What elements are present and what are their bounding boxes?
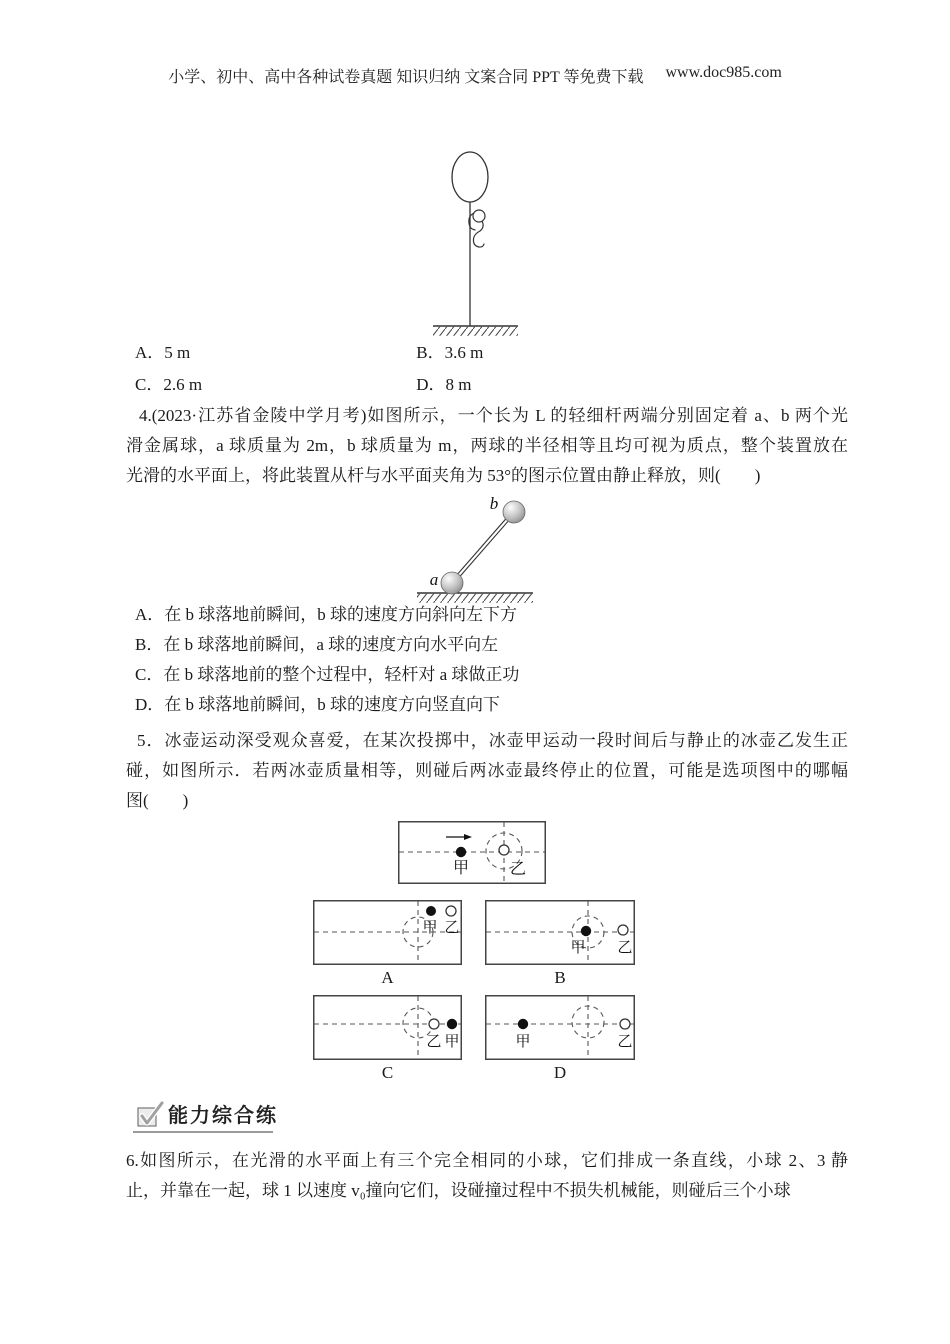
- stone-jia-dot: [447, 1019, 457, 1029]
- q6-stem: [126, 1146, 848, 1206]
- stone-jia-dot: [426, 906, 436, 916]
- rod-two-balls-figure: [400, 493, 560, 605]
- site-header-promo: 小学、初中、高中各种试卷真题 知识归纳 文案合同 PPT 等免费下载: [168, 69, 644, 86]
- stone-jia-label: 甲: [422, 920, 438, 936]
- q3-option-a: A．5 m: [135, 343, 191, 362]
- q4-option-d: D．在 b 球落地前瞬间，b 球的速度方向竖直向下: [135, 695, 501, 714]
- ball-a: [441, 572, 463, 594]
- q3-option-d: D．8 m: [416, 375, 472, 394]
- q5-stem-line2: 碰，如图所示．若两冰壶质量相等，则碰后两冰壶最终停止的位置，可能是选项图中的哪幅: [126, 761, 848, 780]
- figure-B-letter: B: [554, 968, 566, 987]
- q6-stem-line2: 止，并靠在一起，球 1 以速度 v₀撞向它们，设碰撞过程中不损失机械能，则碰后三个小球: [126, 1181, 791, 1200]
- stone-yi-circle: [620, 1019, 630, 1029]
- curling-figure-D: [485, 995, 635, 1060]
- stone-yi-label: 乙: [426, 1034, 442, 1050]
- curling-figure-B: [485, 900, 635, 965]
- ball-b-label: b: [489, 494, 499, 513]
- stone-yi-label: 乙: [444, 920, 460, 936]
- q4-stem: [126, 401, 848, 491]
- q4-option-b: B．在 b 球落地前瞬间，a 球的速度方向水平向左: [135, 635, 499, 654]
- stone-jia-dot: [581, 926, 591, 936]
- ground-hatching: [433, 327, 518, 336]
- q4-option-c: C．在 b 球落地前的整个过程中，轻杆对 a 球做正功: [135, 665, 520, 684]
- climber-person: [469, 210, 485, 247]
- figure-C-letter: C: [381, 1063, 394, 1082]
- site-header: [0, 64, 950, 87]
- balloon: [452, 152, 488, 202]
- q4-stem-line1: 4.(2023·江苏省金陵中学月考)如图所示，一个长为 L 的轻细杆两端分别固定着 a、b 两个光: [139, 406, 848, 425]
- q4-option-a: A．在 b 球落地前瞬间，b 球的速度方向斜向左下方: [135, 605, 518, 624]
- ball-a-label: a: [429, 570, 439, 589]
- q5-stem: [126, 726, 848, 816]
- stone-jia-label: 甲: [515, 1034, 531, 1050]
- stone-jia-dot: [456, 847, 466, 857]
- curling-figure-C: [313, 995, 462, 1060]
- stone-yi-label: 乙: [509, 861, 527, 878]
- figure-D-letter: D: [553, 1063, 567, 1082]
- stone-jia-label: 甲: [452, 860, 470, 877]
- curling-figure-A: [313, 900, 462, 965]
- section-title-underline: [133, 1131, 273, 1133]
- balloon-figure: [410, 140, 540, 340]
- q6-stem-line1: 6.如图所示，在光滑的水平面上有三个完全相同的小球，它们排成一条直线，小球 2、3 静: [126, 1151, 848, 1170]
- q3-option-c: C．2.6 m: [135, 375, 203, 394]
- figure-A-letter: A: [381, 968, 394, 987]
- stone-jia-label: 甲: [570, 940, 586, 956]
- q3-option-b: B．3.6 m: [416, 343, 484, 362]
- stone-yi-circle: [429, 1019, 439, 1029]
- light-rod: [451, 511, 515, 584]
- q3-options-row1: [135, 337, 755, 369]
- q4-options: [135, 600, 875, 720]
- stone-jia-dot: [518, 1019, 528, 1029]
- q3-options-row2: [135, 369, 755, 401]
- site-header-url: www.doc985.com: [665, 64, 782, 81]
- stone-yi-label: 乙: [617, 1034, 633, 1050]
- ball-b: [503, 501, 525, 523]
- stone-yi-circle: [618, 925, 628, 935]
- q5-stem-line3: 图( ): [126, 791, 189, 810]
- section-title: 能力综合练: [168, 1105, 278, 1127]
- checkbox-check-icon: [136, 1099, 164, 1129]
- curling-figure-main: [398, 821, 546, 884]
- stone-yi-label: 乙: [617, 940, 633, 956]
- q5-stem-line1: 5．冰壶运动深受观众喜爱，在某次投掷中，冰壶甲运动一段时间后与静止的冰壶乙发生正: [137, 731, 848, 750]
- velocity-arrow-head: [464, 834, 472, 840]
- stone-yi-circle: [499, 845, 509, 855]
- q4-stem-line3: 光滑的水平面上，将此装置从杆与水平面夹角为 53°的图示位置由静止释放，则( ): [126, 466, 761, 485]
- q3-options: [135, 337, 755, 401]
- stone-yi-circle: [446, 906, 456, 916]
- stone-jia-label: 甲: [444, 1034, 460, 1050]
- q4-stem-line2: 滑金属球，a 球质量为 2m，b 球质量为 m，两球的半径相等且均可视为质点，整个装置放在: [126, 436, 848, 455]
